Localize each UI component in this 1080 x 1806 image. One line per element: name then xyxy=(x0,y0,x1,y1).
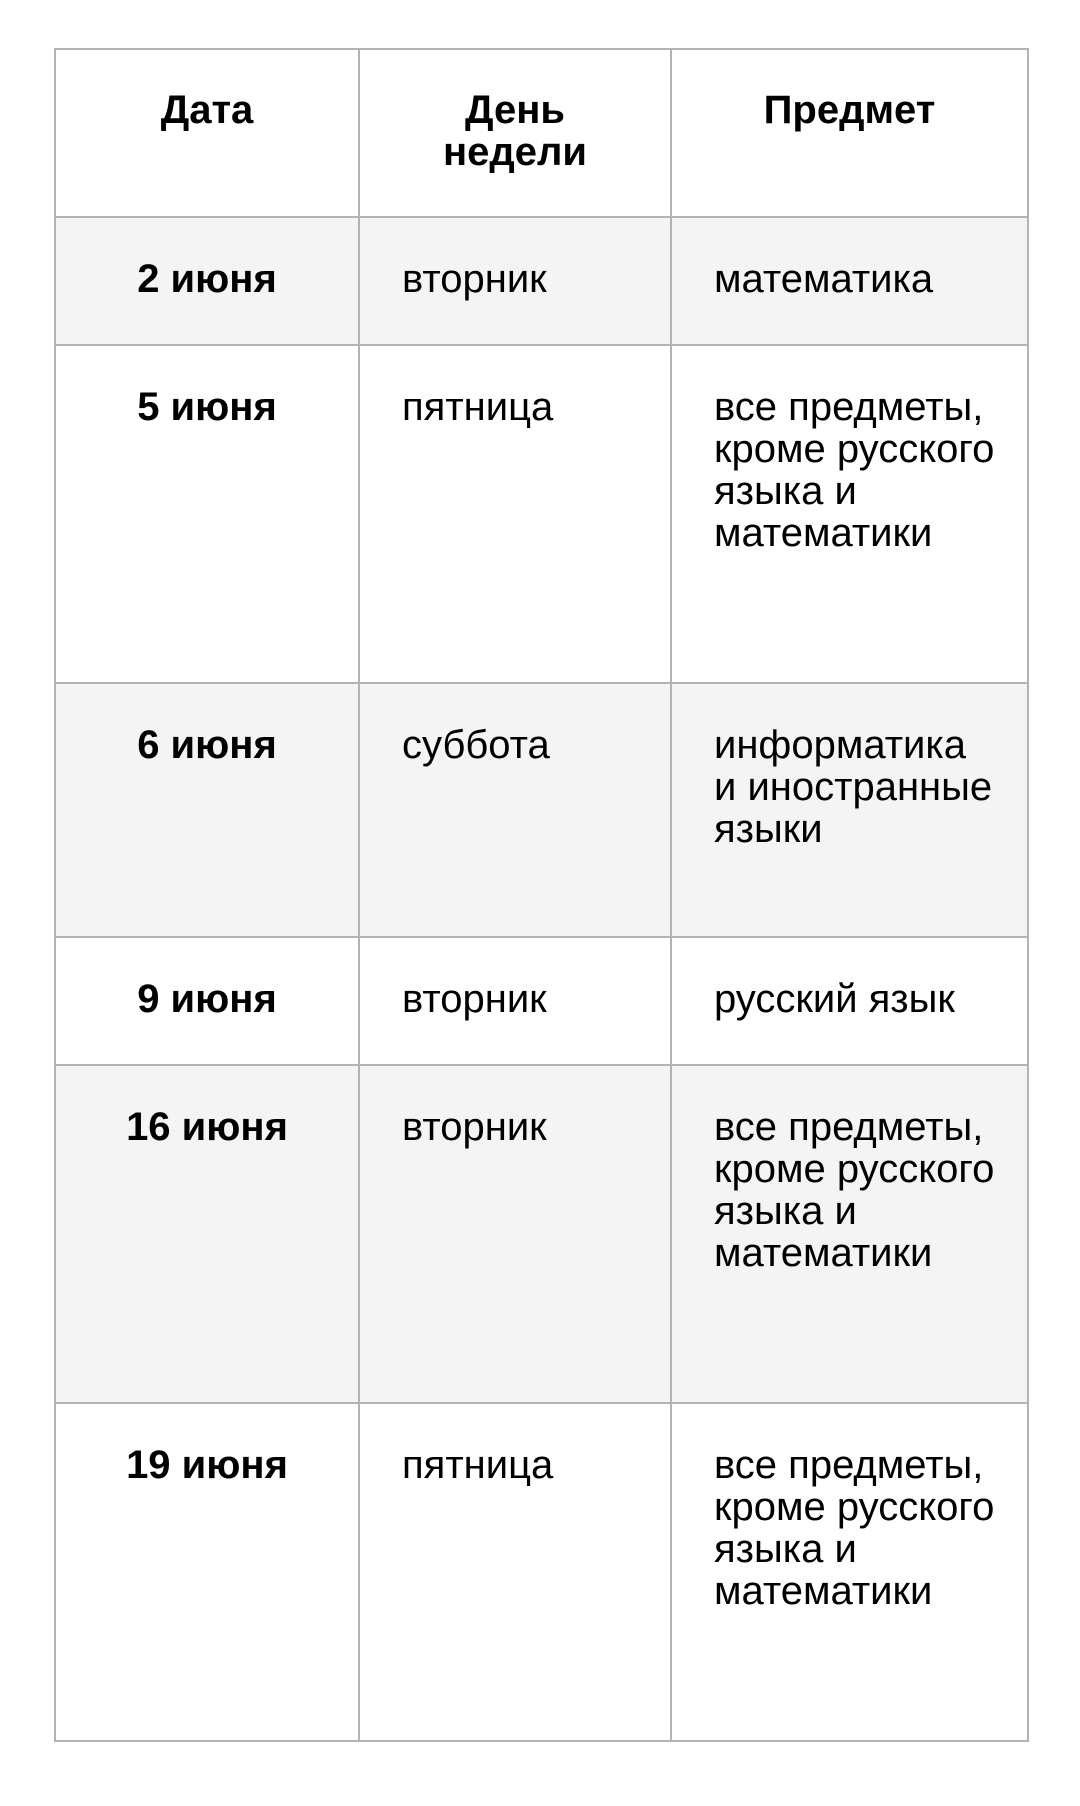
table-body xyxy=(55,217,1028,1741)
subject-cell: все предметы, кроме русского языка и математики xyxy=(671,1065,1028,1403)
table-row xyxy=(55,217,1028,345)
day-cell: суббота xyxy=(359,683,671,937)
header-day-of-week-label: День недели xyxy=(442,88,588,174)
subject-cell: все предметы, кроме русского языка и математики xyxy=(671,1403,1028,1741)
table-row xyxy=(55,1403,1028,1741)
date-cell: 5 июня xyxy=(55,345,359,683)
date-cell: 2 июня xyxy=(55,217,359,345)
header-day-of-week xyxy=(359,49,671,217)
date-cell: 9 июня xyxy=(55,937,359,1065)
header-row xyxy=(55,49,1028,217)
day-cell: пятница xyxy=(359,1403,671,1741)
table-row xyxy=(55,683,1028,937)
date-cell: 16 июня xyxy=(55,1065,359,1403)
date-cell: 19 июня xyxy=(55,1403,359,1741)
table-row xyxy=(55,345,1028,683)
header-subject: Предмет xyxy=(671,49,1028,217)
table-row xyxy=(55,937,1028,1065)
day-cell: вторник xyxy=(359,1065,671,1403)
date-cell: 6 июня xyxy=(55,683,359,937)
table-header xyxy=(55,49,1028,217)
subject-cell: математика xyxy=(671,217,1028,345)
exam-schedule-table xyxy=(54,48,1029,1742)
table-row xyxy=(55,1065,1028,1403)
header-date: Дата xyxy=(55,49,359,217)
day-cell: вторник xyxy=(359,217,671,345)
day-cell: пятница xyxy=(359,345,671,683)
day-cell: вторник xyxy=(359,937,671,1065)
subject-cell: информатика и иностранные языки xyxy=(671,683,1028,937)
subject-cell: все предметы, кроме русского языка и математики xyxy=(671,345,1028,683)
subject-cell: русский язык xyxy=(671,937,1028,1065)
